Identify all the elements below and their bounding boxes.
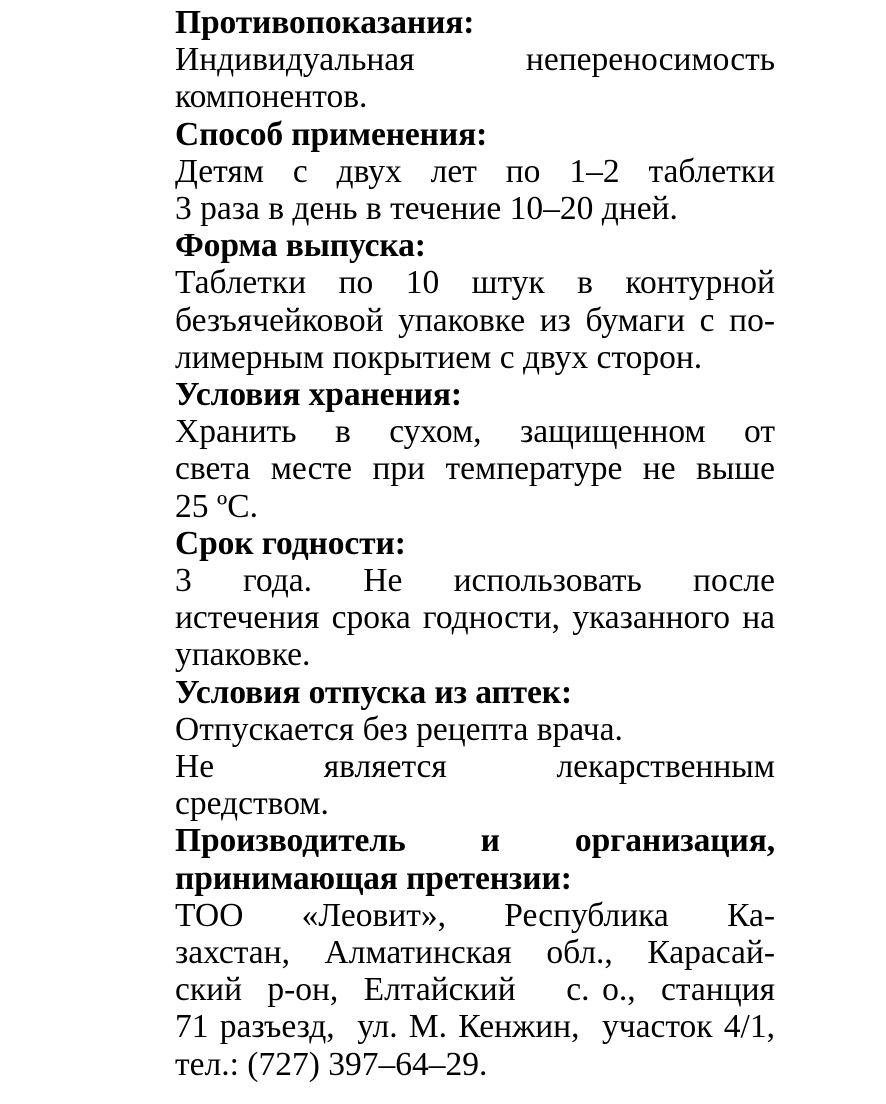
text-line: упаковке.	[175, 636, 311, 674]
body-disclaimer	[113, 748, 775, 822]
section-method-of-use	[113, 116, 775, 228]
text-line: ский р-он, Елтайский с. о., станция	[175, 971, 775, 1009]
heading-manufacturer	[113, 822, 775, 896]
text-line: 71 разъезд, ул. М. Кенжин, участок 4/1,	[175, 1008, 775, 1046]
body-shelf-life	[113, 562, 775, 674]
heading-dosage-form	[113, 227, 775, 264]
text-line: истечения срока годности, указанного на	[175, 599, 775, 637]
section-shelf-life	[113, 525, 775, 674]
heading-line: Противопоказания:	[175, 4, 475, 41]
heading-line: принимающая претензии:	[175, 859, 572, 897]
body-dispensing-conditions	[113, 711, 775, 748]
text-line: 3 раза в день в течение 10–20 дней.	[175, 190, 678, 228]
heading-contraindications	[113, 4, 775, 41]
text-line: света месте при температуре не выше	[175, 450, 775, 488]
body-dosage-form	[113, 264, 775, 376]
heading-storage-conditions	[113, 376, 775, 413]
text-line: Отпускается без рецепта врача.	[175, 710, 623, 748]
section-manufacturer	[113, 822, 775, 1082]
heading-shelf-life	[113, 525, 775, 562]
text-line: лимерным покрытием с двух сторон.	[175, 338, 703, 376]
text-line: безъячейковой упаковке из бумаги с по-	[175, 301, 775, 339]
text-line: 25 ºС.	[175, 487, 258, 525]
text-line: 3 года. Не использовать после	[175, 562, 775, 600]
text-line: Хранить в сухом, защищенном от	[175, 413, 775, 451]
heading-line: Форма выпуска:	[175, 227, 426, 265]
text-line: ТОО «Леовит», Республика Ка-	[175, 896, 775, 934]
section-contraindications	[113, 4, 775, 116]
section-disclaimer	[113, 748, 775, 822]
heading-line: Способ применения:	[175, 115, 488, 153]
body-storage-conditions	[113, 413, 775, 525]
heading-line: Условия отпуска из аптек:	[175, 673, 573, 711]
text-line: Индивидуальная непереносимость	[175, 41, 775, 79]
heading-method-of-use	[113, 116, 775, 153]
text-line: захстан, Алматинская обл., Карасай-	[175, 934, 775, 972]
text-line: Детям с двух лет по 1–2 таблетки	[175, 152, 775, 190]
heading-line: Срок годности:	[175, 524, 406, 562]
package-insert-text	[113, 4, 775, 1083]
body-manufacturer	[113, 897, 775, 1083]
section-dosage-form	[113, 227, 775, 376]
heading-line: Условия хранения:	[175, 376, 462, 414]
body-method-of-use	[113, 153, 775, 227]
section-dispensing-conditions	[113, 674, 775, 748]
section-storage-conditions	[113, 376, 775, 525]
heading-line: Производитель и организация,	[175, 822, 775, 860]
text-line: Не является лекарственным	[175, 748, 775, 786]
body-contraindications	[113, 41, 775, 115]
text-line: компонентов.	[175, 78, 368, 116]
text-line: тел.: (727) 397–64–29.	[175, 1045, 488, 1083]
heading-dispensing-conditions	[113, 674, 775, 711]
text-line: средством.	[175, 785, 329, 823]
text-line: Таблетки по 10 штук в контурной	[175, 264, 775, 302]
